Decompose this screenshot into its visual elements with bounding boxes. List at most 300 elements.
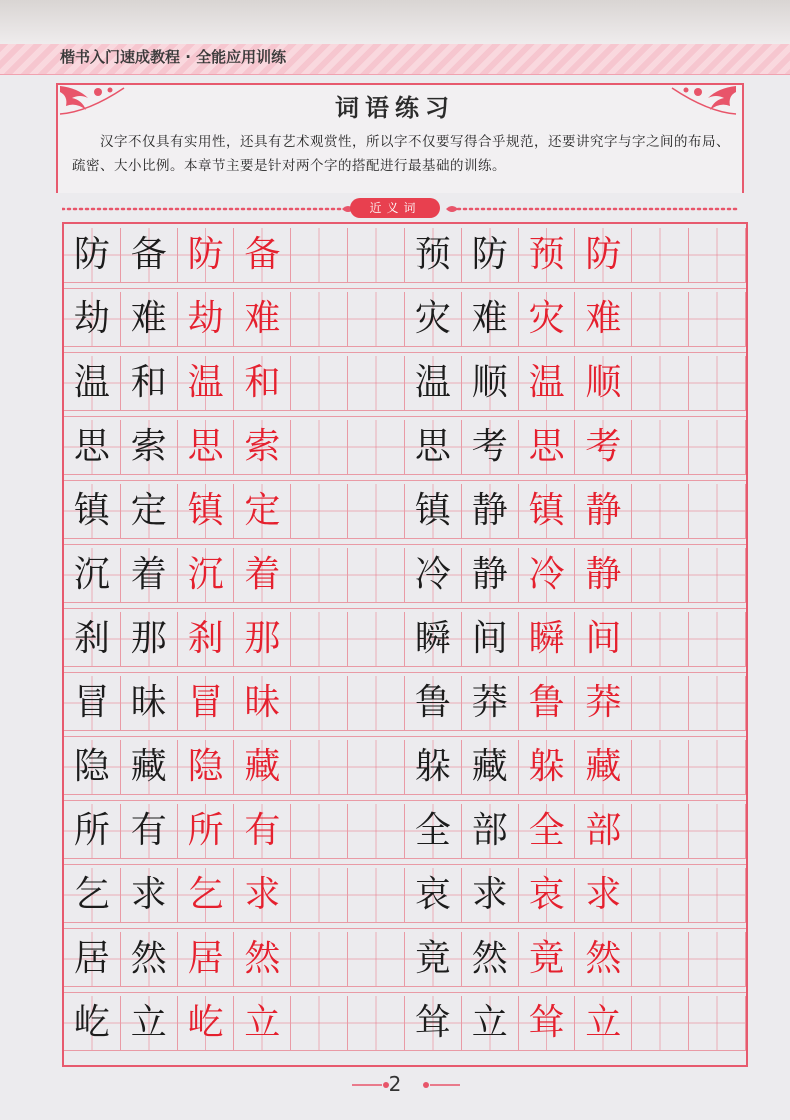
model-character-cell: [121, 868, 178, 923]
blank-practice-cell: [348, 740, 405, 795]
row-separator: [64, 544, 746, 545]
model-character-cell: [462, 804, 519, 859]
practice-row: [64, 996, 746, 1051]
trace-character-cell: [575, 612, 632, 667]
word-pair-right: [405, 996, 746, 1051]
trace-character: 顺: [585, 362, 622, 403]
trace-character: 着: [244, 554, 281, 595]
trace-character: 刹: [187, 618, 224, 659]
trace-character: 定: [244, 490, 281, 531]
model-character: 沉: [73, 554, 110, 595]
blank-practice-cell: [689, 292, 746, 347]
blank-practice-cell: [348, 420, 405, 475]
model-character-cell: [64, 612, 121, 667]
trace-character: 全: [528, 810, 565, 851]
trace-character: 索: [244, 426, 281, 467]
practice-row: [64, 868, 746, 923]
model-character-cell: [405, 740, 462, 795]
model-character: 防: [471, 234, 508, 275]
model-character: 索: [130, 426, 167, 467]
trace-character-cell: [575, 292, 632, 347]
trace-character: 温: [187, 362, 224, 403]
model-character-cell: [462, 484, 519, 539]
model-character: 有: [130, 810, 167, 851]
synonym-badge: 近义词: [350, 198, 440, 218]
blank-practice-cell: [689, 228, 746, 283]
practice-row: [64, 932, 746, 987]
blank-practice-cell: [291, 932, 348, 987]
model-character: 藏: [471, 746, 508, 787]
model-character: 难: [130, 298, 167, 339]
trace-character: 藏: [585, 746, 622, 787]
model-character: 藏: [130, 746, 167, 787]
word-pair-left: [64, 996, 405, 1051]
model-character-cell: [405, 932, 462, 987]
model-character-cell: [462, 612, 519, 667]
model-character: 求: [130, 874, 167, 915]
trace-character-cell: [519, 804, 576, 859]
blank-practice-cell: [632, 228, 689, 283]
trace-character: 防: [187, 234, 224, 275]
model-character: 竟: [414, 938, 451, 979]
row-separator: [64, 416, 746, 417]
blank-practice-cell: [291, 292, 348, 347]
model-character: 立: [130, 1002, 167, 1043]
model-character: 备: [130, 234, 167, 275]
model-character: 定: [130, 490, 167, 531]
blank-practice-cell: [632, 548, 689, 603]
model-character-cell: [405, 292, 462, 347]
word-pair-left: [64, 420, 405, 475]
model-character: 静: [471, 490, 508, 531]
trace-character: 冷: [528, 554, 565, 595]
model-character-cell: [462, 868, 519, 923]
word-pair-right: [405, 292, 746, 347]
model-character: 着: [130, 554, 167, 595]
trace-character-cell: [575, 228, 632, 283]
page-ornament-right-icon: [420, 1080, 460, 1090]
trace-character-cell: [519, 932, 576, 987]
model-character: 部: [471, 810, 508, 851]
model-character-cell: [121, 420, 178, 475]
trace-character: 静: [585, 490, 622, 531]
blank-practice-cell: [348, 228, 405, 283]
model-character-cell: [462, 548, 519, 603]
trace-character: 昧: [244, 682, 281, 723]
model-character-cell: [121, 356, 178, 411]
model-character-cell: [405, 356, 462, 411]
trace-character-cell: [519, 484, 576, 539]
word-pair-left: [64, 612, 405, 667]
trace-character-cell: [575, 996, 632, 1051]
model-character: 防: [73, 234, 110, 275]
model-character: 温: [73, 362, 110, 403]
book-title: 楷书入门速成教程 · 全能应用训练: [60, 48, 287, 66]
model-character-cell: [121, 804, 178, 859]
trace-character-cell: [234, 292, 291, 347]
word-pair-right: [405, 356, 746, 411]
trace-character-cell: [519, 612, 576, 667]
blank-practice-cell: [632, 420, 689, 475]
blank-practice-cell: [689, 420, 746, 475]
model-character-cell: [121, 548, 178, 603]
page-number: 2: [388, 1072, 402, 1096]
model-character-cell: [121, 612, 178, 667]
model-character-cell: [462, 676, 519, 731]
trace-character: 然: [244, 938, 281, 979]
practice-row: [64, 484, 746, 539]
trace-character: 乞: [187, 874, 224, 915]
blank-practice-cell: [291, 420, 348, 475]
page-top-edge: [0, 0, 790, 44]
blank-practice-cell: [632, 292, 689, 347]
blank-practice-cell: [291, 548, 348, 603]
model-character-cell: [462, 996, 519, 1051]
blank-practice-cell: [291, 612, 348, 667]
trace-character: 那: [244, 618, 281, 659]
model-character: 屹: [73, 1002, 110, 1043]
model-character: 镇: [73, 490, 110, 531]
model-character: 和: [130, 362, 167, 403]
blank-practice-cell: [291, 804, 348, 859]
trace-character-cell: [178, 484, 235, 539]
trace-character-cell: [178, 740, 235, 795]
word-pair-right: [405, 484, 746, 539]
blank-practice-cell: [632, 804, 689, 859]
trace-character-cell: [519, 676, 576, 731]
trace-character: 劫: [187, 298, 224, 339]
trace-character-cell: [234, 804, 291, 859]
practice-row: [64, 612, 746, 667]
trace-character: 立: [585, 1002, 622, 1043]
row-separator: [64, 800, 746, 801]
trace-character-cell: [575, 676, 632, 731]
blank-practice-cell: [348, 932, 405, 987]
row-separator: [64, 672, 746, 673]
model-character: 冒: [73, 682, 110, 723]
trace-character-cell: [178, 804, 235, 859]
trace-character-cell: [178, 868, 235, 923]
model-character: 那: [130, 618, 167, 659]
model-character: 哀: [414, 874, 451, 915]
word-pair-left: [64, 356, 405, 411]
trace-character: 镇: [187, 490, 224, 531]
model-character-cell: [121, 292, 178, 347]
row-separator: [64, 608, 746, 609]
trace-character: 求: [244, 874, 281, 915]
model-character-cell: [462, 420, 519, 475]
model-character-cell: [121, 996, 178, 1051]
word-pair-right: [405, 420, 746, 475]
trace-character: 鲁: [528, 682, 565, 723]
trace-character: 间: [585, 618, 622, 659]
model-character: 全: [414, 810, 451, 851]
blank-practice-cell: [689, 676, 746, 731]
blank-practice-cell: [632, 932, 689, 987]
blank-practice-cell: [291, 356, 348, 411]
blank-practice-cell: [291, 484, 348, 539]
model-character: 求: [471, 874, 508, 915]
trace-character-cell: [519, 868, 576, 923]
model-character-cell: [121, 676, 178, 731]
trace-character-cell: [575, 420, 632, 475]
trace-character-cell: [519, 356, 576, 411]
model-character: 镇: [414, 490, 451, 531]
model-character: 躲: [414, 746, 451, 787]
model-character-cell: [64, 420, 121, 475]
model-character-cell: [64, 228, 121, 283]
word-pair-right: [405, 228, 746, 283]
blank-practice-cell: [632, 740, 689, 795]
trace-character-cell: [178, 996, 235, 1051]
word-pair-right: [405, 548, 746, 603]
blank-practice-cell: [689, 612, 746, 667]
blank-practice-cell: [689, 932, 746, 987]
model-character: 温: [414, 362, 451, 403]
word-pair-right: [405, 612, 746, 667]
trace-character: 耸: [528, 1002, 565, 1043]
trace-character-cell: [178, 612, 235, 667]
trace-character: 灾: [528, 298, 565, 339]
model-character: 耸: [414, 1002, 451, 1043]
trace-character: 难: [585, 298, 622, 339]
model-character: 然: [130, 938, 167, 979]
model-character-cell: [405, 228, 462, 283]
trace-character: 隐: [187, 746, 224, 787]
word-pair-right: [405, 676, 746, 731]
model-character-cell: [405, 612, 462, 667]
word-pair-right: [405, 804, 746, 859]
trace-character: 静: [585, 554, 622, 595]
model-character-cell: [462, 740, 519, 795]
model-character: 刹: [73, 618, 110, 659]
trace-character: 冒: [187, 682, 224, 723]
model-character: 昧: [130, 682, 167, 723]
trace-character-cell: [234, 740, 291, 795]
model-character: 预: [414, 234, 451, 275]
model-character-cell: [405, 804, 462, 859]
model-character-cell: [121, 484, 178, 539]
blank-practice-cell: [291, 996, 348, 1051]
trace-character-cell: [178, 292, 235, 347]
trace-character: 难: [244, 298, 281, 339]
trace-character-cell: [178, 548, 235, 603]
trace-character-cell: [575, 484, 632, 539]
blank-practice-cell: [689, 740, 746, 795]
model-character-cell: [405, 420, 462, 475]
word-pair-left: [64, 868, 405, 923]
trace-character: 所: [187, 810, 224, 851]
model-character: 思: [414, 426, 451, 467]
blank-practice-cell: [291, 868, 348, 923]
practice-row: [64, 676, 746, 731]
model-character: 思: [73, 426, 110, 467]
trace-character: 躲: [528, 746, 565, 787]
trace-character-cell: [519, 420, 576, 475]
model-character: 冷: [414, 554, 451, 595]
blank-practice-cell: [689, 484, 746, 539]
model-character-cell: [64, 356, 121, 411]
blank-practice-cell: [632, 676, 689, 731]
model-character-cell: [64, 996, 121, 1051]
model-character-cell: [462, 932, 519, 987]
practice-row: [64, 356, 746, 411]
model-character-cell: [405, 548, 462, 603]
trace-character-cell: [519, 548, 576, 603]
blank-practice-cell: [632, 868, 689, 923]
word-pair-right: [405, 868, 746, 923]
row-separator: [64, 480, 746, 481]
trace-character: 和: [244, 362, 281, 403]
model-character-cell: [64, 676, 121, 731]
model-character-cell: [405, 868, 462, 923]
model-character-cell: [121, 228, 178, 283]
word-pair-left: [64, 932, 405, 987]
blank-practice-cell: [348, 676, 405, 731]
model-character: 瞬: [414, 618, 451, 659]
blank-practice-cell: [632, 484, 689, 539]
practice-row: [64, 292, 746, 347]
blank-practice-cell: [348, 996, 405, 1051]
model-character: 灾: [414, 298, 451, 339]
practice-row: [64, 804, 746, 859]
trace-character: 莽: [585, 682, 622, 723]
trace-character: 立: [244, 1002, 281, 1043]
trace-character-cell: [234, 548, 291, 603]
model-character-cell: [121, 932, 178, 987]
row-separator: [64, 864, 746, 865]
trace-character: 有: [244, 810, 281, 851]
trace-character-cell: [575, 932, 632, 987]
trace-character-cell: [575, 804, 632, 859]
section-title: 词语练习: [335, 93, 455, 122]
trace-character: 思: [528, 426, 565, 467]
trace-character-cell: [178, 356, 235, 411]
word-pair-left: [64, 804, 405, 859]
trace-character: 沉: [187, 554, 224, 595]
trace-character-cell: [178, 420, 235, 475]
model-character-cell: [405, 996, 462, 1051]
trace-character: 求: [585, 874, 622, 915]
trace-character-cell: [234, 868, 291, 923]
row-separator: [64, 352, 746, 353]
trace-character-cell: [519, 996, 576, 1051]
practice-row: [64, 420, 746, 475]
blank-practice-cell: [632, 356, 689, 411]
model-character: 静: [471, 554, 508, 595]
trace-character-cell: [575, 868, 632, 923]
blank-practice-cell: [689, 356, 746, 411]
model-character: 然: [471, 938, 508, 979]
model-character: 乞: [73, 874, 110, 915]
trace-character: 镇: [528, 490, 565, 531]
model-character-cell: [462, 356, 519, 411]
trace-character-cell: [234, 356, 291, 411]
practice-row: [64, 740, 746, 795]
model-character-cell: [121, 740, 178, 795]
trace-character: 考: [585, 426, 622, 467]
word-pair-left: [64, 740, 405, 795]
trace-character-cell: [575, 548, 632, 603]
model-character-cell: [64, 484, 121, 539]
model-character-cell: [64, 292, 121, 347]
row-separator: [64, 992, 746, 993]
word-pair-right: [405, 932, 746, 987]
blank-practice-cell: [291, 676, 348, 731]
trace-character: 防: [585, 234, 622, 275]
blank-practice-cell: [632, 996, 689, 1051]
trace-character: 哀: [528, 874, 565, 915]
blank-practice-cell: [689, 996, 746, 1051]
model-character-cell: [64, 740, 121, 795]
trace-character-cell: [234, 996, 291, 1051]
word-pair-left: [64, 484, 405, 539]
blank-practice-cell: [348, 804, 405, 859]
blank-practice-cell: [632, 612, 689, 667]
trace-character: 藏: [244, 746, 281, 787]
trace-character: 温: [528, 362, 565, 403]
model-character: 鲁: [414, 682, 451, 723]
blank-practice-cell: [689, 548, 746, 603]
model-character-cell: [405, 484, 462, 539]
trace-character: 屹: [187, 1002, 224, 1043]
blank-practice-cell: [348, 484, 405, 539]
trace-character-cell: [575, 740, 632, 795]
model-character-cell: [405, 676, 462, 731]
word-pair-right: [405, 740, 746, 795]
trace-character-cell: [234, 676, 291, 731]
model-character-cell: [462, 292, 519, 347]
word-pair-left: [64, 676, 405, 731]
trace-character: 居: [187, 938, 224, 979]
model-character-cell: [64, 548, 121, 603]
practice-grid: [62, 222, 748, 1067]
trace-character-cell: [178, 932, 235, 987]
word-pair-left: [64, 228, 405, 283]
trace-character-cell: [519, 228, 576, 283]
trace-character-cell: [234, 932, 291, 987]
row-separator: [64, 928, 746, 929]
trace-character-cell: [234, 612, 291, 667]
word-pair-left: [64, 548, 405, 603]
trace-character-cell: [519, 740, 576, 795]
trace-character-cell: [575, 356, 632, 411]
model-character: 所: [73, 810, 110, 851]
trace-character: 部: [585, 810, 622, 851]
blank-practice-cell: [348, 612, 405, 667]
trace-character: 预: [528, 234, 565, 275]
model-character-cell: [64, 868, 121, 923]
model-character: 隐: [73, 746, 110, 787]
row-separator: [64, 288, 746, 289]
blank-practice-cell: [348, 292, 405, 347]
trace-character-cell: [234, 228, 291, 283]
model-character: 劫: [73, 298, 110, 339]
trace-character-cell: [234, 420, 291, 475]
trace-character: 思: [187, 426, 224, 467]
trace-character-cell: [519, 292, 576, 347]
trace-character-cell: [178, 228, 235, 283]
model-character-cell: [462, 228, 519, 283]
model-character-cell: [64, 932, 121, 987]
row-separator: [64, 736, 746, 737]
blank-practice-cell: [348, 868, 405, 923]
model-character: 立: [471, 1002, 508, 1043]
trace-character: 竟: [528, 938, 565, 979]
trace-character-cell: [178, 676, 235, 731]
model-character: 间: [471, 618, 508, 659]
blank-practice-cell: [689, 868, 746, 923]
